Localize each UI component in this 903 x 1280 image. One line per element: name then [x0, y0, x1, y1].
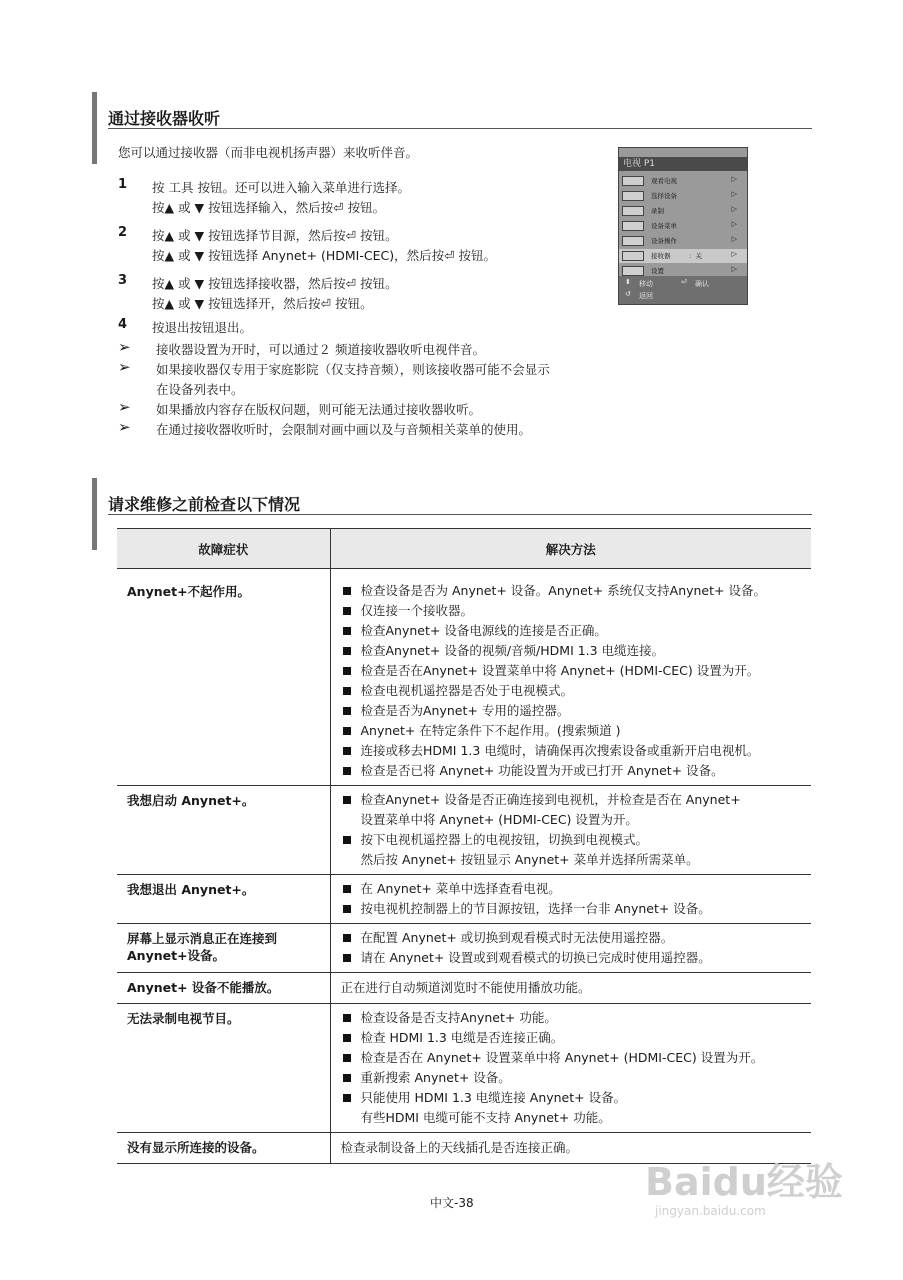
menu-footer: ⬍ 移动 ⏎ 确认 ↺ 返回 [619, 276, 747, 304]
bullet-square-icon [343, 954, 351, 962]
troubleshoot-table [117, 528, 811, 1164]
table-row [117, 1004, 811, 1133]
symptom-text: 我想退出 Anynet+。 [127, 882, 255, 897]
symptom-cell [117, 875, 330, 924]
bullet-square-icon [343, 905, 351, 913]
solution-cell [330, 875, 811, 924]
solution-line [341, 830, 812, 850]
table-row [117, 577, 811, 786]
symptom-cell [117, 1133, 330, 1164]
step-number: 3 [118, 273, 128, 288]
watermark-logo: Baidu经验 [645, 1160, 843, 1204]
solution-line [341, 601, 812, 621]
solution-text: 检查Anynet+ 设备电源线的连接是否正确。 [360, 623, 607, 638]
bullet-square-icon [343, 1034, 351, 1042]
tv-menu-screenshot [618, 147, 748, 305]
symptom-text: 屏幕上显示消息正在连接到 [127, 931, 278, 946]
record-icon [622, 206, 644, 216]
solution-line [341, 761, 812, 781]
gear-icon [622, 266, 644, 276]
chevron-right-icon: ▷ [731, 190, 737, 198]
table-row [117, 924, 811, 973]
solution-line [341, 741, 812, 761]
step-line: 按 工具 按钮。还可以进入输入菜单进行选择。 [152, 180, 410, 195]
solution-cell [330, 973, 811, 1004]
symptom-text: Anynet+不起作用。 [127, 584, 251, 599]
page-number: 中文-38 [430, 1196, 474, 1210]
note-arrow-icon: ➢ [118, 338, 131, 356]
chevron-right-icon: ▷ [731, 235, 737, 243]
bullet-square-icon [343, 1054, 351, 1062]
solution-line [341, 581, 812, 601]
step-line: 按▲ 或 ▼ 按钮选择输入，然后按⏎ 按钮。 [152, 200, 386, 215]
chevron-right-icon: ▷ [731, 250, 737, 258]
bullet-square-icon [343, 667, 351, 675]
solution-text: 检查设备是否支持Anynet+ 功能。 [360, 1010, 557, 1025]
return-icon: ↺ [625, 290, 631, 298]
menu-icon [622, 221, 644, 231]
note-arrow-icon: ➢ [118, 358, 131, 376]
solution-text: 检查电视机遥控器是否处于电视模式。 [360, 683, 574, 698]
solution-text: 检查录制设备上的天线插孔是否连接正确。 [340, 1140, 579, 1155]
header-symptom: 故障症状 [117, 529, 330, 569]
menu-item: 选择设备 ▷ [619, 189, 747, 203]
note-line: 如果播放内容存在版权问题，则可能无法通过接收器收听。 [156, 402, 482, 417]
bullet-square-icon [343, 836, 351, 844]
tv-icon [622, 176, 644, 186]
solution-line [341, 1028, 812, 1048]
menu-item: 设置 ▷ [619, 264, 747, 278]
solution-line [341, 948, 812, 968]
bullet-square-icon [343, 885, 351, 893]
solution-cell [330, 577, 811, 786]
bullet-square-icon [343, 687, 351, 695]
solution-line [341, 928, 812, 948]
solution-line [341, 681, 812, 701]
speaker-icon [622, 251, 644, 261]
step-line: 按▲ 或 ▼ 按钮选择接收器，然后按⏎ 按钮。 [152, 276, 398, 291]
solution-line [341, 790, 812, 810]
solution-line [341, 899, 812, 919]
symptom-cell [117, 1004, 330, 1133]
note-arrow-icon: ➢ [118, 398, 131, 416]
solution-text: 正在进行自动频道浏览时不能使用播放功能。 [340, 980, 591, 995]
solution-text: 在配置 Anynet+ 或切换到观看模式时无法使用遥控器。 [360, 930, 674, 945]
watermark-url: jingyan.baidu.com [655, 1204, 766, 1218]
symptom-text: 我想启动 Anynet+。 [127, 793, 255, 808]
section1-title: 通过接收器收听 [108, 109, 221, 128]
solution-text: 设置菜单中将 Anynet+ (HDMI-CEC) 设置为开。 [360, 812, 638, 827]
solution-line [341, 721, 812, 741]
table-row [117, 875, 811, 924]
enter-icon: ⏎ [681, 278, 687, 286]
section1-intro: 您可以通过接收器（而非电视机扬声器）来收听伴音。 [118, 145, 419, 160]
solution-text: 重新搜索 Anynet+ 设备。 [360, 1070, 511, 1085]
bullet-square-icon [343, 934, 351, 942]
solution-text: 检查是否为Anynet+ 专用的遥控器。 [360, 703, 570, 718]
solution-text: 按下电视机遥控器上的电视按钮，切换到电视模式。 [360, 832, 649, 847]
step-line: 按▲ 或 ▼ 按钮选择开，然后按⏎ 按钮。 [152, 296, 373, 311]
section2-bar [92, 478, 97, 550]
solution-line [341, 810, 812, 830]
chevron-right-icon: ▷ [731, 205, 737, 213]
solution-text: 连接或移去HDMI 1.3 电缆时，请确保再次搜索设备或重新开启电视机。 [360, 743, 760, 758]
solution-line [341, 701, 812, 721]
solution-line [341, 1068, 812, 1088]
menu-item: 观看电视 ▷ [619, 174, 747, 188]
solution-text: 检查Anynet+ 设备是否正确连接到电视机，并检查是否在 Anynet+ [360, 792, 741, 807]
menu-item-receiver: 接收器 ：关 ▷ [619, 249, 747, 263]
move-icon: ⬍ [625, 278, 631, 286]
menu-item: 设备操作 ▷ [619, 234, 747, 248]
solution-cell [330, 786, 811, 875]
step-line: 按▲ 或 ▼ 按钮选择 Anynet+ (HDMI-CEC)，然后按⏎ 按钮。 [152, 248, 497, 263]
solution-text: Anynet+ 在特定条件下不起作用。(搜索频道 ) [360, 723, 621, 738]
header-solution: 解决方法 [330, 529, 811, 569]
bullet-square-icon [343, 727, 351, 735]
symptom-cell [117, 924, 330, 973]
section2-rule [108, 514, 812, 515]
solution-text: 只能使用 HDMI 1.3 电缆连接 Anynet+ 设备。 [360, 1090, 627, 1105]
solution-line [341, 879, 812, 899]
step-number: 2 [118, 225, 128, 240]
bullet-square-icon [343, 587, 351, 595]
chevron-right-icon: ▷ [731, 175, 737, 183]
note-line: 接收器设置为开时，可以通过２ 频道接收器收听电视伴音。 [156, 342, 485, 357]
receiver-value: ：关 [689, 252, 702, 260]
step-number: 4 [118, 317, 128, 332]
solution-text: 检查是否在Anynet+ 设置菜单中将 Anynet+ (HDMI-CEC) 设置为开。 [360, 663, 760, 678]
menu-item: 设备菜单 ▷ [619, 219, 747, 233]
solution-line [341, 661, 812, 681]
solution-line [341, 1048, 812, 1068]
section1-bar [92, 92, 97, 164]
symptom-text: Anynet+设备。 [127, 948, 226, 963]
solution-cell [330, 924, 811, 973]
solution-text: 在 Anynet+ 菜单中选择查看电视。 [360, 881, 561, 896]
solution-text: 检查是否已将 Anynet+ 功能设置为开或已打开 Anynet+ 设备。 [360, 763, 724, 778]
solution-text: 检查是否在 Anynet+ 设置菜单中将 Anynet+ (HDMI-CEC) 设置为开。 [360, 1050, 764, 1065]
chevron-right-icon: ▷ [731, 265, 737, 273]
solution-text: 按电视机控制器上的节目源按钮，选择一台非 Anynet+ 设备。 [360, 901, 711, 916]
step-line: 按▲ 或 ▼ 按钮选择节目源，然后按⏎ 按钮。 [152, 228, 398, 243]
symptom-cell [117, 973, 330, 1004]
solution-cell [330, 1133, 811, 1164]
device-icon [622, 191, 644, 201]
bullet-square-icon [343, 767, 351, 775]
menu-title: 电视 P1 [619, 157, 747, 171]
solution-line [341, 1108, 812, 1128]
solution-line [341, 850, 812, 870]
symptom-cell [117, 786, 330, 875]
step-number: 1 [118, 177, 128, 192]
section2-title: 请求维修之前检查以下情况 [108, 495, 301, 514]
symptom-text: 没有显示所连接的设备。 [127, 1140, 265, 1155]
operate-icon [622, 236, 644, 246]
table-row [117, 786, 811, 875]
note-line: 在设备列表中。 [156, 382, 244, 397]
note-arrow-icon: ➢ [118, 418, 131, 436]
solution-text: 有些HDMI 电缆可能不支持 Anynet+ 功能。 [360, 1110, 611, 1125]
solution-text: 请在 Anynet+ 设置或到观看模式的切换已完成时使用遥控器。 [360, 950, 711, 965]
solution-text: 然后按 Anynet+ 按钮显示 Anynet+ 菜单并选择所需菜单。 [360, 852, 699, 867]
symptom-text: 无法录制电视节目。 [127, 1011, 240, 1026]
solution-text: 检查 HDMI 1.3 电缆是否连接正确。 [360, 1030, 564, 1045]
bullet-square-icon [343, 707, 351, 715]
bullet-square-icon [343, 607, 351, 615]
solution-text: 检查设备是否为 Anynet+ 设备。Anynet+ 系统仅支持Anynet+ 设备。 [360, 583, 766, 598]
bullet-square-icon [343, 796, 351, 804]
solution-line [341, 1088, 812, 1108]
bullet-square-icon [343, 1014, 351, 1022]
solution-line [341, 621, 812, 641]
symptom-cell [117, 577, 330, 786]
bullet-square-icon [343, 1074, 351, 1082]
chevron-right-icon: ▷ [731, 220, 737, 228]
watermark [645, 1160, 845, 1218]
table-row [117, 1133, 811, 1164]
note-line: 如果接收器仅专用于家庭影院（仅支持音频），则该接收器可能不会显示 [156, 362, 550, 377]
solution-cell [330, 1004, 811, 1133]
solution-line [341, 641, 812, 661]
table-row [117, 973, 811, 1004]
bullet-square-icon [343, 1094, 351, 1102]
step-line: 按退出按钮退出。 [152, 320, 253, 335]
bullet-square-icon [343, 747, 351, 755]
bullet-square-icon [343, 627, 351, 635]
solution-text: 检查Anynet+ 设备的视频/音频/HDMI 1.3 电缆连接。 [360, 643, 665, 658]
note-line: 在通过接收器收听时，会限制对画中画以及与音频相关菜单的使用。 [156, 422, 532, 437]
solution-line [341, 1008, 812, 1028]
solution-text: 仅连接一个接收器。 [360, 603, 474, 618]
section1-rule [108, 128, 812, 129]
bullet-square-icon [343, 647, 351, 655]
symptom-text: Anynet+ 设备不能播放。 [127, 980, 280, 995]
menu-item: 录制 ▷ [619, 204, 747, 218]
